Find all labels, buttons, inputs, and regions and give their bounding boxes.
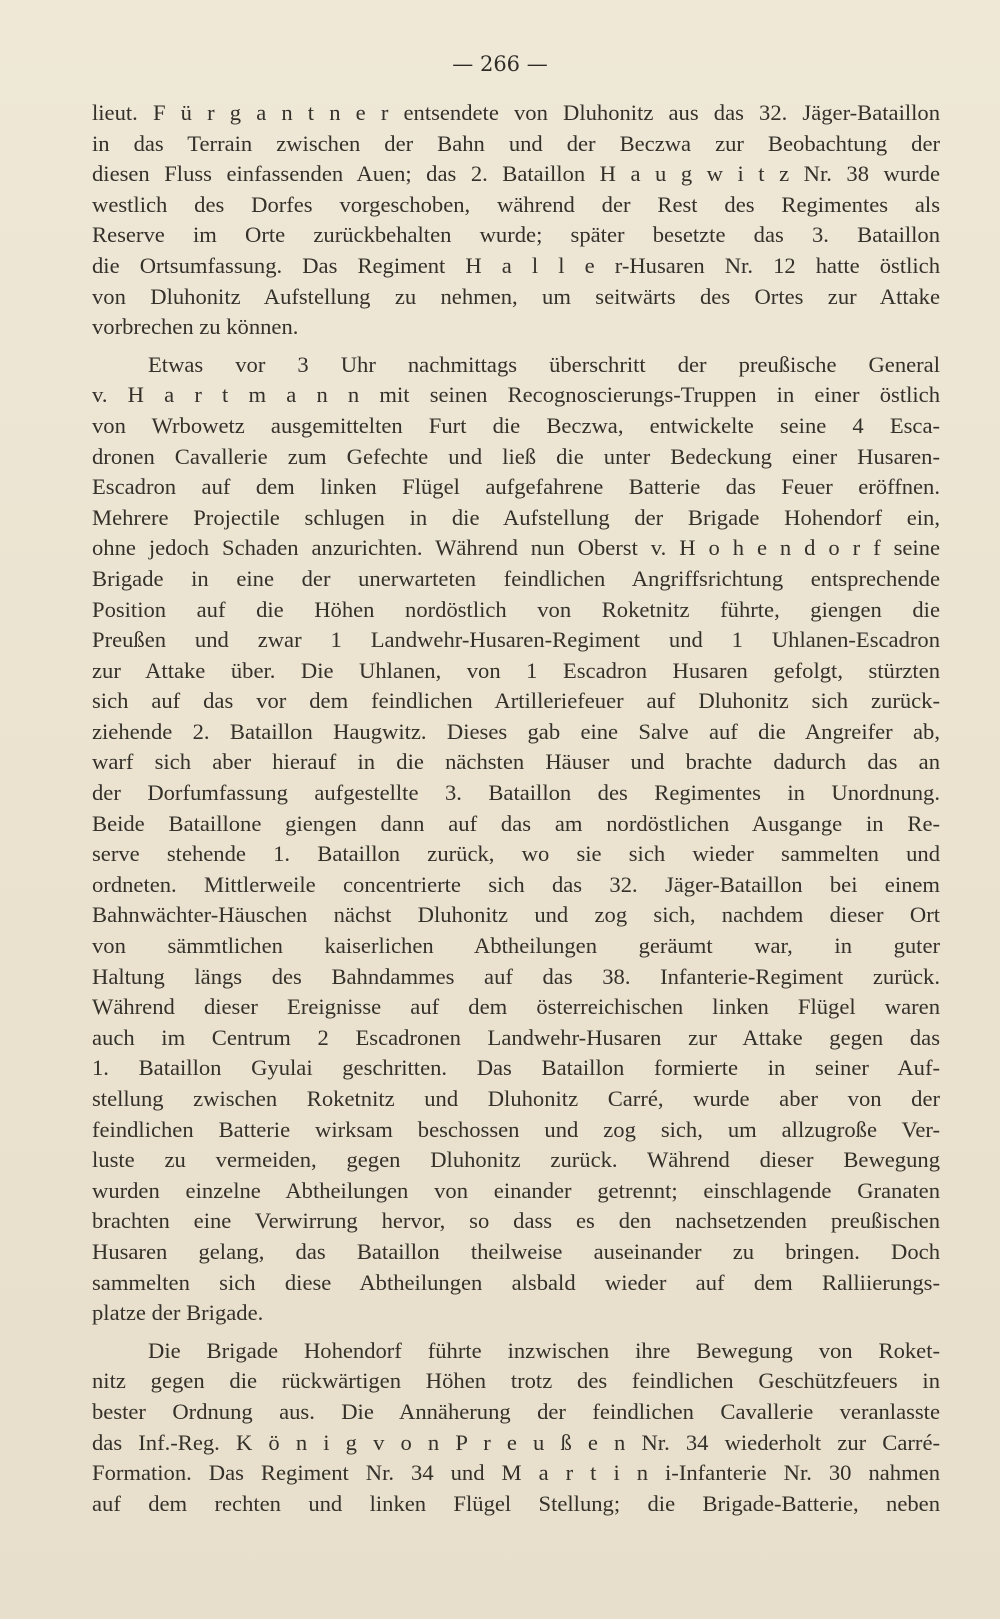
text-line: Brigade in eine der unerwarteten feindlichen Angriffsrichtung entsprechende [92,565,940,591]
text-line: diesen Fluss einfassenden Auen; das 2. Bataillon H a u g w i t z Nr. 38 wurde [92,161,940,187]
body-text [92,98,940,1526]
text-line: von Wrbowetz ausgemittelten Furt die Beczwa, entwickelte seine 4 Esca- [92,412,940,438]
text-line: sammelten sich diese Abtheilungen alsbald wieder auf dem Ralliierungs- [92,1269,940,1295]
text-line: von sämmtlichen kaiserlichen Abtheilungen geräumt war, in guter [92,933,940,959]
text-line: in das Terrain zwischen der Bahn und der Beczwa zur Beobachtung der [92,130,940,156]
text-line: Etwas vor 3 Uhr nachmittags überschritt der preußische General [148,351,940,377]
text-line: vorbrechen zu können. [92,314,299,340]
text-line: feindlichen Batterie wirksam beschossen und zog sich, um allzugroße Ver- [92,1116,940,1142]
text-line: ziehende 2. Bataillon Haugwitz. Dieses gab eine Salve auf die Angreifer ab, [92,718,940,744]
text-line: ordneten. Mittlerweile concentrierte sich das 32. Jäger-Bataillon bei einem [92,871,940,897]
paragraph [92,350,940,1329]
text-line: zur Attake über. Die Uhlanen, von 1 Escadron Husaren gefolgt, stürzten [92,657,940,683]
text-line: sich auf das vor dem feindlichen Artilleriefeuer auf Dluhonitz sich zurück- [92,688,940,714]
text-line: Husaren gelang, das Bataillon theilweise auseinander zu bringen. Doch [92,1238,940,1264]
paragraph [92,98,940,343]
text-line: platze der Brigade. [92,1300,264,1326]
text-line: warf sich aber hierauf in die nächsten Häuser und brachte dadurch das an [92,749,940,775]
text-line: brachten eine Verwirrung hervor, so dass es den nachsetzenden preußischen [92,1208,940,1234]
text-line: auch im Centrum 2 Escadronen Landwehr-Husaren zur Attake gegen das [92,1024,940,1050]
text-line: bester Ordnung aus. Die Annäherung der feindlichen Cavallerie veranlasste [92,1398,940,1424]
text-line: Reserve im Orte zurückbehalten wurde; später besetzte das 3. Bataillon [92,222,940,248]
text-line: dronen Cavallerie zum Gefechte und ließ die unter Bedeckung einer Husaren- [92,443,940,469]
text-line: nitz gegen die rückwärtigen Höhen trotz des feindlichen Geschützfeuers in [92,1368,940,1394]
text-line: Escadron auf dem linken Flügel aufgefahrene Batterie das Feuer eröffnen. [92,474,940,500]
text-line: 1. Bataillon Gyulai geschritten. Das Bataillon formierte in seiner Auf- [92,1055,940,1081]
text-line: Preußen und zwar 1 Landwehr-Husaren-Regiment und 1 Uhlanen-Escadron [92,627,940,653]
text-line: serve stehende 1. Bataillon zurück, wo sie sich wieder sammelten und [92,841,940,867]
text-line: Haltung längs des Bahndammes auf das 38. Infanterie-Regiment zurück. [92,963,940,989]
text-line: ohne jedoch Schaden anzurichten. Während nun Oberst v. H o h e n d o r f seine [92,535,940,561]
text-line: Mehrere Projectile schlugen in die Aufstellung der Brigade Hohendorf ein, [92,504,940,530]
text-line: Beide Bataillone giengen dann auf das am nordöstlichen Ausgange in Re- [92,810,940,836]
text-line: auf dem rechten und linken Flügel Stellung; die Brigade-Batterie, neben [92,1490,940,1516]
text-line: die Ortsumfassung. Das Regiment H a l l e r-Husaren Nr. 12 hatte östlich [92,252,940,278]
page-number: — 266 — [452,52,548,76]
text-line: wurden einzelne Abtheilungen von einander getrennt; einschlagende Granaten [92,1177,940,1203]
text-line: Während dieser Ereignisse auf dem österreichischen linken Flügel waren [92,994,940,1020]
text-line: stellung zwischen Roketnitz und Dluhonitz Carré, wurde aber von der [92,1086,940,1111]
paragraph [92,1336,940,1520]
text-line: von Dluhonitz Aufstellung zu nehmen, um seitwärts des Ortes zur Attake [92,283,940,309]
text-line: Die Brigade Hohendorf führte inzwischen ihre Bewegung von Roket- [148,1337,940,1363]
text-line: das Inf.-Reg. K ö n i g v o n P r e u ß e n Nr. 34 wiederholt zur Carré- [92,1429,940,1455]
text-line: lieut. F ü r g a n t n e r entsendete von Dluhonitz aus das 32. Jäger-Bataillon [92,100,940,125]
text-line: westlich des Dorfes vorgeschoben, während der Rest des Regimentes als [92,191,940,217]
text-line: luste zu vermeiden, gegen Dluhonitz zurück. Während dieser Bewegung [92,1147,940,1173]
text-line: Formation. Das Regiment Nr. 34 und M a r t i n i-Infanterie Nr. 30 nahmen [92,1460,940,1486]
text-line: der Dorfumfassung aufgestellte 3. Bataillon des Regimentes in Unordnung. [92,780,940,806]
text-line: Position auf die Höhen nordöstlich von Roketnitz führte, giengen die [92,596,940,622]
text-line: Bahnwächter-Häuschen nächst Dluhonitz und zog sich, nachdem dieser Ort [92,902,940,928]
text-line: v. H a r t m a n n mit seinen Recognoscierungs-Truppen in einer östlich [92,382,940,408]
